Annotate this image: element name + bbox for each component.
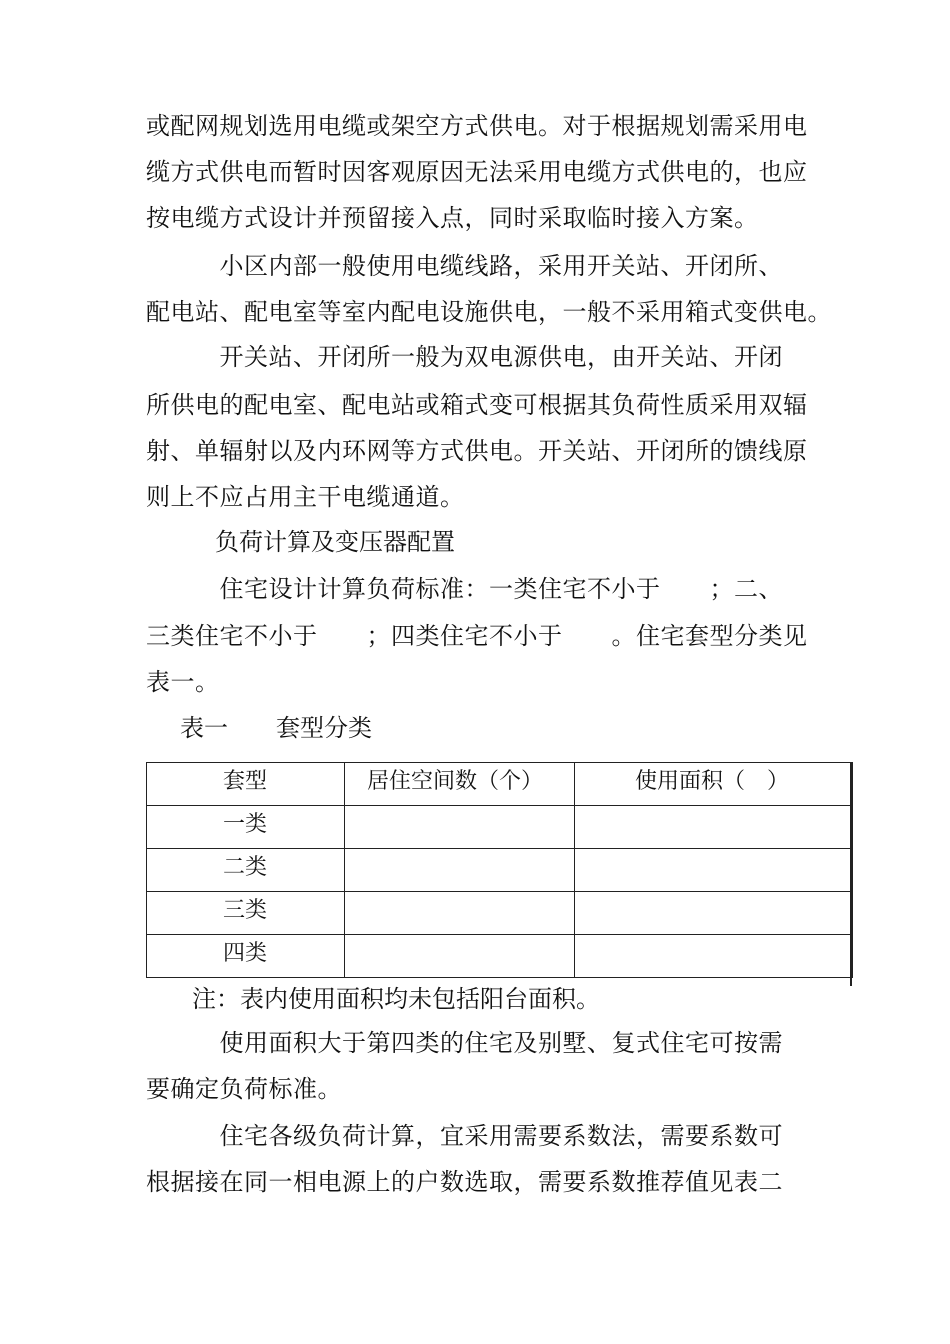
table-border-rule — [850, 762, 852, 986]
table-cell — [345, 892, 575, 935]
table-cell — [345, 806, 575, 849]
table-cell — [575, 892, 853, 935]
paragraph-line: 所供电的配电室、配电站或箱式变可根据其负荷性质采用双辐 — [146, 391, 808, 419]
paragraph-line: 三类住宅不小于 ；四类住宅不小于 。住宅套型分类见 — [146, 622, 808, 650]
table-row — [147, 935, 853, 978]
table-caption: 表一 套型分类 — [180, 714, 372, 742]
table-cell — [345, 849, 575, 892]
table-cell — [575, 935, 853, 978]
table-cell: 四类 — [147, 935, 345, 978]
table-cell: 三类 — [147, 892, 345, 935]
paragraph-line: 按电缆方式设计并预留接入点，同时采取临时接入方案。 — [146, 204, 759, 232]
table-note: 注：表内使用面积均未包括阳台面积。 — [192, 985, 600, 1013]
table-cell — [345, 935, 575, 978]
table-row — [147, 892, 853, 935]
paragraph-line: 小区内部一般使用电缆线路，采用开关站、开闭所、 — [146, 252, 783, 280]
table-header-cell: 使用面积（ ） — [575, 763, 853, 806]
paragraph-line: 配电站、配电室等室内配电设施供电，一般不采用箱式变供电。 — [146, 298, 832, 326]
paragraph-line: 或配网规划选用电缆或架空方式供电。对于根据规划需采用电 — [146, 112, 808, 140]
table-row — [147, 849, 853, 892]
table-cell — [575, 849, 853, 892]
paragraph-line: 射、单辐射以及内环网等方式供电。开关站、开闭所的馈线原 — [146, 437, 808, 465]
table-cell: 一类 — [147, 806, 345, 849]
paragraph-line: 缆方式供电而暂时因客观原因无法采用电缆方式供电的，也应 — [146, 158, 808, 186]
paragraph-line: 住宅设计计算负荷标准：一类住宅不小于 ；二、 — [146, 575, 783, 603]
housing-type-table — [146, 762, 853, 978]
table-header-row — [147, 763, 853, 806]
table-cell — [575, 806, 853, 849]
paragraph-line: 根据接在同一相电源上的户数选取，需要系数推荐值见表二 — [146, 1168, 783, 1196]
table-cell: 二类 — [147, 849, 345, 892]
paragraph-line: 开关站、开闭所一般为双电源供电，由开关站、开闭 — [146, 343, 783, 371]
table-row — [147, 806, 853, 849]
section-heading: 负荷计算及变压器配置 — [215, 528, 455, 556]
paragraph-line: 要确定负荷标准。 — [146, 1075, 342, 1103]
paragraph-line: 住宅各级负荷计算，宜采用需要系数法，需要系数可 — [146, 1122, 783, 1150]
paragraph-line: 则上不应占用主干电缆通道。 — [146, 483, 465, 511]
paragraph-line: 使用面积大于第四类的住宅及别墅、复式住宅可按需 — [146, 1029, 783, 1057]
paragraph-line: 表一。 — [146, 668, 220, 696]
table-header-cell: 居住空间数（个） — [345, 763, 575, 806]
table-header-cell: 套型 — [147, 763, 345, 806]
